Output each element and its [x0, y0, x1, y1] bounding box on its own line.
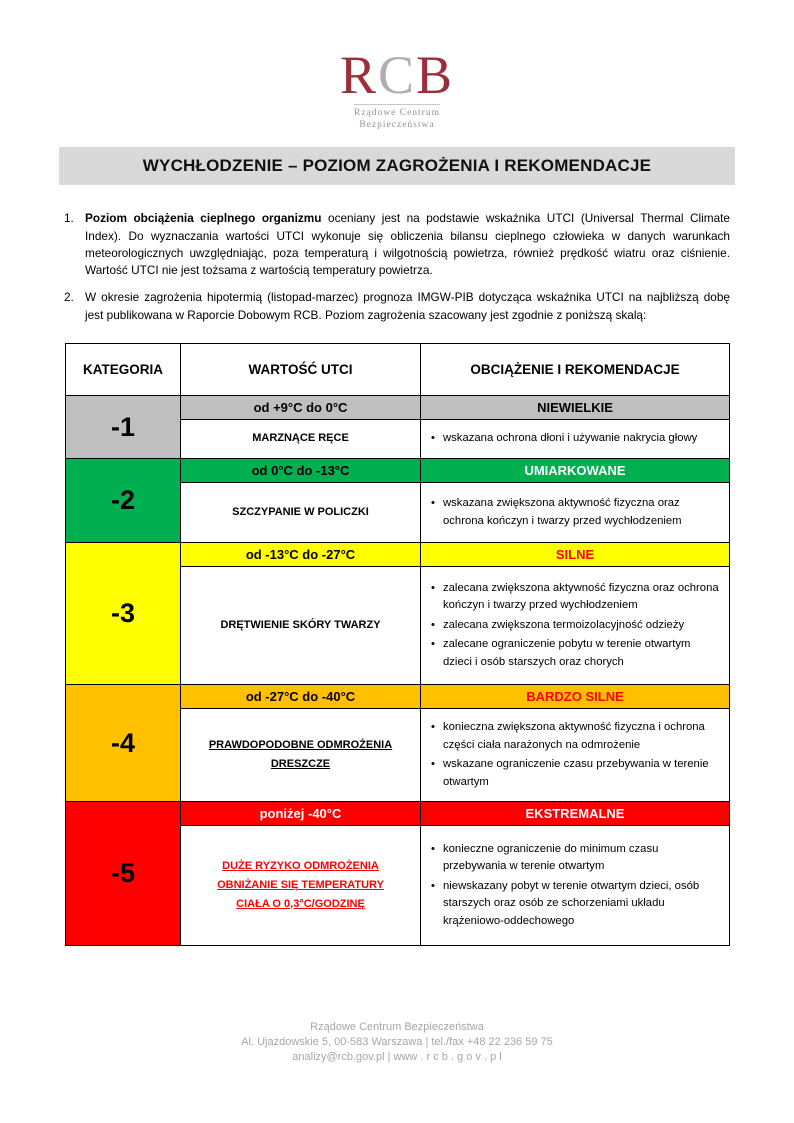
logo-letter-c: C — [377, 45, 417, 105]
paragraph-2-number: 2. — [64, 290, 74, 305]
utci-range: poniżej -40°C — [181, 802, 421, 826]
paragraph-1-number: 1. — [64, 211, 74, 226]
footer-address: Al. Ujazdowskie 5, 00-583 Warszawa | tel./fax +48 22 236 59 75 — [241, 1036, 553, 1049]
utci-range: od -27°C do -40°C — [181, 685, 421, 709]
threat-level: BARDZO SILNE — [421, 685, 730, 709]
logo-letter-b: B — [416, 45, 455, 105]
threat-level: NIEWIELKIE — [421, 396, 730, 420]
utci-threat-table — [65, 343, 730, 946]
utci-strip-row--1 — [66, 396, 730, 420]
category-value: -2 — [66, 459, 181, 543]
recommendations-list — [421, 420, 730, 459]
page-title-text: WYCHŁODZENIE – POZIOM ZAGROŻENIA I REKOMENDACJE — [142, 156, 652, 176]
utci-strip-row--3 — [66, 543, 730, 567]
rcb-logo-subtitle — [354, 104, 440, 132]
recommendation-item: • wskazana ochrona dłoni i używanie nakrycia głowy — [429, 430, 719, 448]
utci-strip-row--2 — [66, 459, 730, 483]
header-obciazenie: OBCIĄŻENIE I REKOMENDACJE — [421, 344, 730, 396]
utci-strip-row--5 — [66, 802, 730, 826]
recommendation-item: • konieczna zwiększona aktywność fizyczna i ochrona części ciała narażonych na odmrożenie — [429, 719, 719, 754]
logo-subtitle-line2: Bezpieczeństwa — [359, 120, 435, 131]
symptom-text: DUŻE RYZYKO ODMROŻENIA OBNIŻANIE SIĘ TEMPERATURY CIAŁA O 0,3°C/GODZINĘ — [181, 826, 421, 946]
threat-level: EKSTREMALNE — [421, 802, 730, 826]
utci-range: od 0°C do -13°C — [181, 459, 421, 483]
recommendation-item: • zalecana zwiększona termoizolacyjność odzieży — [429, 617, 719, 635]
recommendations-list — [421, 709, 730, 802]
recommendations-list — [421, 826, 730, 946]
paragraph-1-body: oceniany jest na podstawie wskaźnika UTCI (Universal Thermal Climate Index). Do wyznaczania wartości UTCI wykonuje się obliczenia bilansu cieplnego człowieka w danych warunkach meteorologicznych uwzględniając, poza temperaturą i wilgotnością powietrza, również prędkość wiatru oraz ciśnienie. Wartość UTCI nie jest tożsama z wartością temperatury powietrza. — [85, 211, 730, 278]
footer-org-name: Rządowe Centrum Bezpieczeństwa — [310, 1021, 484, 1034]
utci-strip-row--4 — [66, 685, 730, 709]
rcb-logo-letters — [0, 45, 794, 105]
header-kategoria: KATEGORIA — [66, 344, 181, 396]
category-value: -3 — [66, 543, 181, 685]
rcb-logo — [0, 45, 794, 132]
symptom-text: MARZNĄCE RĘCE — [181, 420, 421, 459]
category-value: -5 — [66, 802, 181, 946]
category-value: -1 — [66, 396, 181, 459]
intro-paragraphs — [64, 210, 730, 324]
recommendation-item: • niewskazany pobyt w terenie otwartym dzieci, osób starszych oraz osób ze schorzeniami układu krążeniowo-oddechowego — [429, 878, 719, 931]
symptom-text: DRĘTWIENIE SKÓRY TWARZY — [181, 567, 421, 685]
recommendation-item: • zalecana zwiększona aktywność fizyczna oraz ochrona kończyn i twarzy przed wychłodzeniem — [429, 580, 719, 615]
logo-letter-r: R — [339, 45, 378, 105]
threat-level: UMIARKOWANE — [421, 459, 730, 483]
paragraph-1 — [64, 210, 730, 279]
paragraph-1-bold-lead: Poziom obciążenia cieplnego organizmu — [85, 211, 322, 226]
recommendations-list — [421, 567, 730, 685]
paragraph-2-body: W okresie zagrożenia hipotermią (listopad-marzec) prognoza IMGW-PIB dotycząca wskaźnika UTCI na najbliższą dobę jest publikowana w Raporcie Dobowym RCB. Poziom zagrożenia szacowany jest zgodnie z poniższą skalą: — [85, 290, 730, 322]
header-wartosc-utci: WARTOŚĆ UTCI — [181, 344, 421, 396]
footer — [0, 1020, 794, 1065]
recommendation-item: • konieczne ograniczenie do minimum czasu przebywania w terenie otwartym — [429, 841, 719, 876]
paragraph-2-text — [85, 289, 730, 324]
footer-contact: analizy@rcb.gov.pl | www . r c b . g o v . p l — [292, 1051, 502, 1064]
recommendation-item: • zalecane ograniczenie pobytu w terenie otwartym dzieci i osób starszych oraz chorych — [429, 636, 719, 671]
logo-subtitle-line1: Rządowe Centrum — [354, 108, 440, 119]
recommendation-item: • wskazana zwiększona aktywność fizyczna oraz ochrona kończyn i twarzy przed wychłodzeniem — [429, 495, 719, 530]
page-title — [59, 147, 735, 185]
paragraph-2 — [64, 289, 730, 324]
symptom-text: SZCZYPANIE W POLICZKI — [181, 483, 421, 543]
utci-range: od +9°C do 0°C — [181, 396, 421, 420]
threat-level: SILNE — [421, 543, 730, 567]
symptom-text: PRAWDOPODOBNE ODMROŻENIA DRESZCZE — [181, 709, 421, 802]
table-header-row — [66, 344, 730, 396]
utci-table-body — [66, 396, 730, 946]
category-value: -4 — [66, 685, 181, 802]
recommendation-item: • wskazane ograniczenie czasu przebywania w terenie otwartym — [429, 756, 719, 791]
utci-range: od -13°C do -27°C — [181, 543, 421, 567]
recommendations-list — [421, 483, 730, 543]
paragraph-1-text — [85, 210, 730, 279]
